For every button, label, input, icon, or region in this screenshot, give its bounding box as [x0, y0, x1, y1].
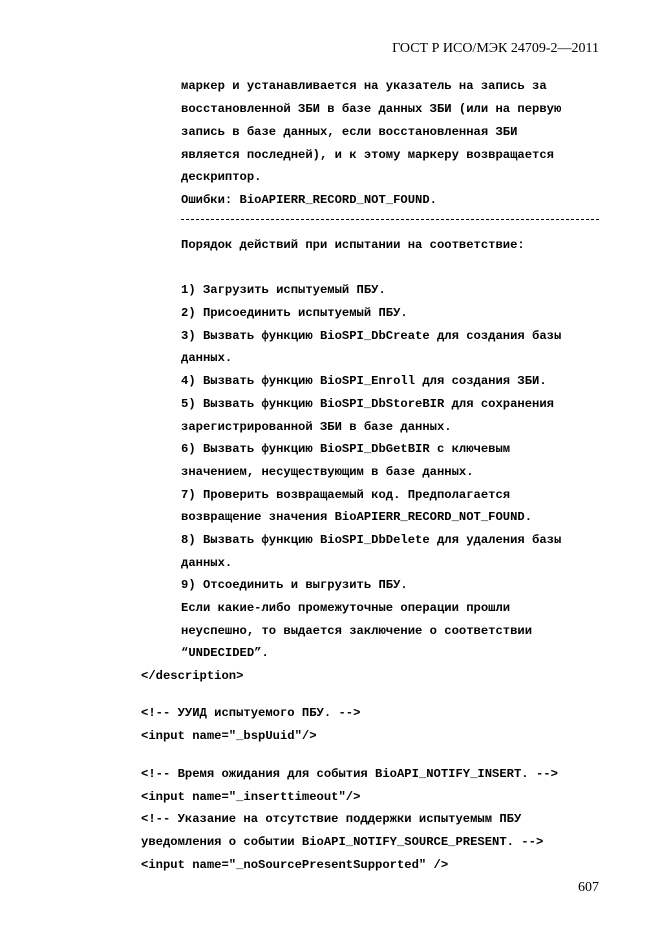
text-line: “UNDECIDED”. — [181, 646, 269, 660]
text-line: Если какие-либо промежуточные операции прошли — [181, 601, 511, 615]
list-item: 1) Загрузить испытуемый ПБУ. — [181, 283, 386, 297]
list-item: 2) Присоединить испытуемый ПБУ. — [181, 306, 408, 320]
code-comment: <!-- Время ожидания для события BioAPI_NOTIFY_INSERT. --> — [141, 767, 558, 781]
page-number: 607 — [578, 880, 599, 895]
list-item: зарегистрированной ЗБИ в базе данных. — [181, 420, 452, 434]
code-line: </description> — [141, 669, 244, 683]
list-item: данных. — [181, 556, 233, 570]
code-comment: <!-- УУИД испытуемого ПБУ. --> — [141, 706, 361, 720]
code-comment: уведомления о событии BioAPI_NOTIFY_SOURCE_PRESENT. --> — [141, 835, 544, 849]
text-line: маркер и устанавливается на указатель на запись за — [181, 79, 547, 93]
code-comment: <!-- Указание на отсутствие поддержки испытуемым ПБУ — [141, 812, 522, 826]
code-line: <input name="_noSourcePresentSupported" /> — [141, 858, 449, 872]
text-line: восстановленной ЗБИ в базе данных ЗБИ (или на первую — [181, 102, 562, 116]
text-line: запись в базе данных, если восстановленная ЗБИ — [181, 125, 518, 139]
list-item: 4) Вызвать функцию BioSPI_Enroll для создания ЗБИ. — [181, 374, 547, 388]
text-line: Порядок действий при испытании на соответствие: — [181, 238, 525, 252]
text-line: неуспешно, то выдается заключение о соответствии — [181, 624, 533, 638]
list-item: 5) Вызвать функцию BioSPI_DbStoreBIR для сохранения — [181, 397, 554, 411]
list-item: 6) Вызвать функцию BioSPI_DbGetBIR с ключевым — [181, 442, 511, 456]
document-header: ГОСТ Р ИСО/МЭК 24709-2—2011 — [392, 41, 599, 56]
code-line: <input name="_inserttimeout"/> — [141, 790, 361, 804]
text-line: Ошибки: BioAPIERR_RECORD_NOT_FOUND. — [181, 193, 437, 207]
text-line: дескриптор. — [181, 170, 262, 184]
dashed-separator — [181, 219, 599, 220]
list-item: значением, несуществующим в базе данных. — [181, 465, 474, 479]
text-line: является последней), и к этому маркеру возвращается — [181, 148, 554, 162]
list-item: 8) Вызвать функцию BioSPI_DbDelete для удаления базы — [181, 533, 562, 547]
list-item: 3) Вызвать функцию BioSPI_DbCreate для создания базы — [181, 329, 562, 343]
list-item: возвращение значения BioAPIERR_RECORD_NOT_FOUND. — [181, 510, 533, 524]
list-item: данных. — [181, 351, 233, 365]
code-line: <input name="_bspUuid"/> — [141, 729, 317, 743]
list-item: 9) Отсоединить и выгрузить ПБУ. — [181, 578, 408, 592]
list-item: 7) Проверить возвращаемый код. Предполагается — [181, 488, 511, 502]
